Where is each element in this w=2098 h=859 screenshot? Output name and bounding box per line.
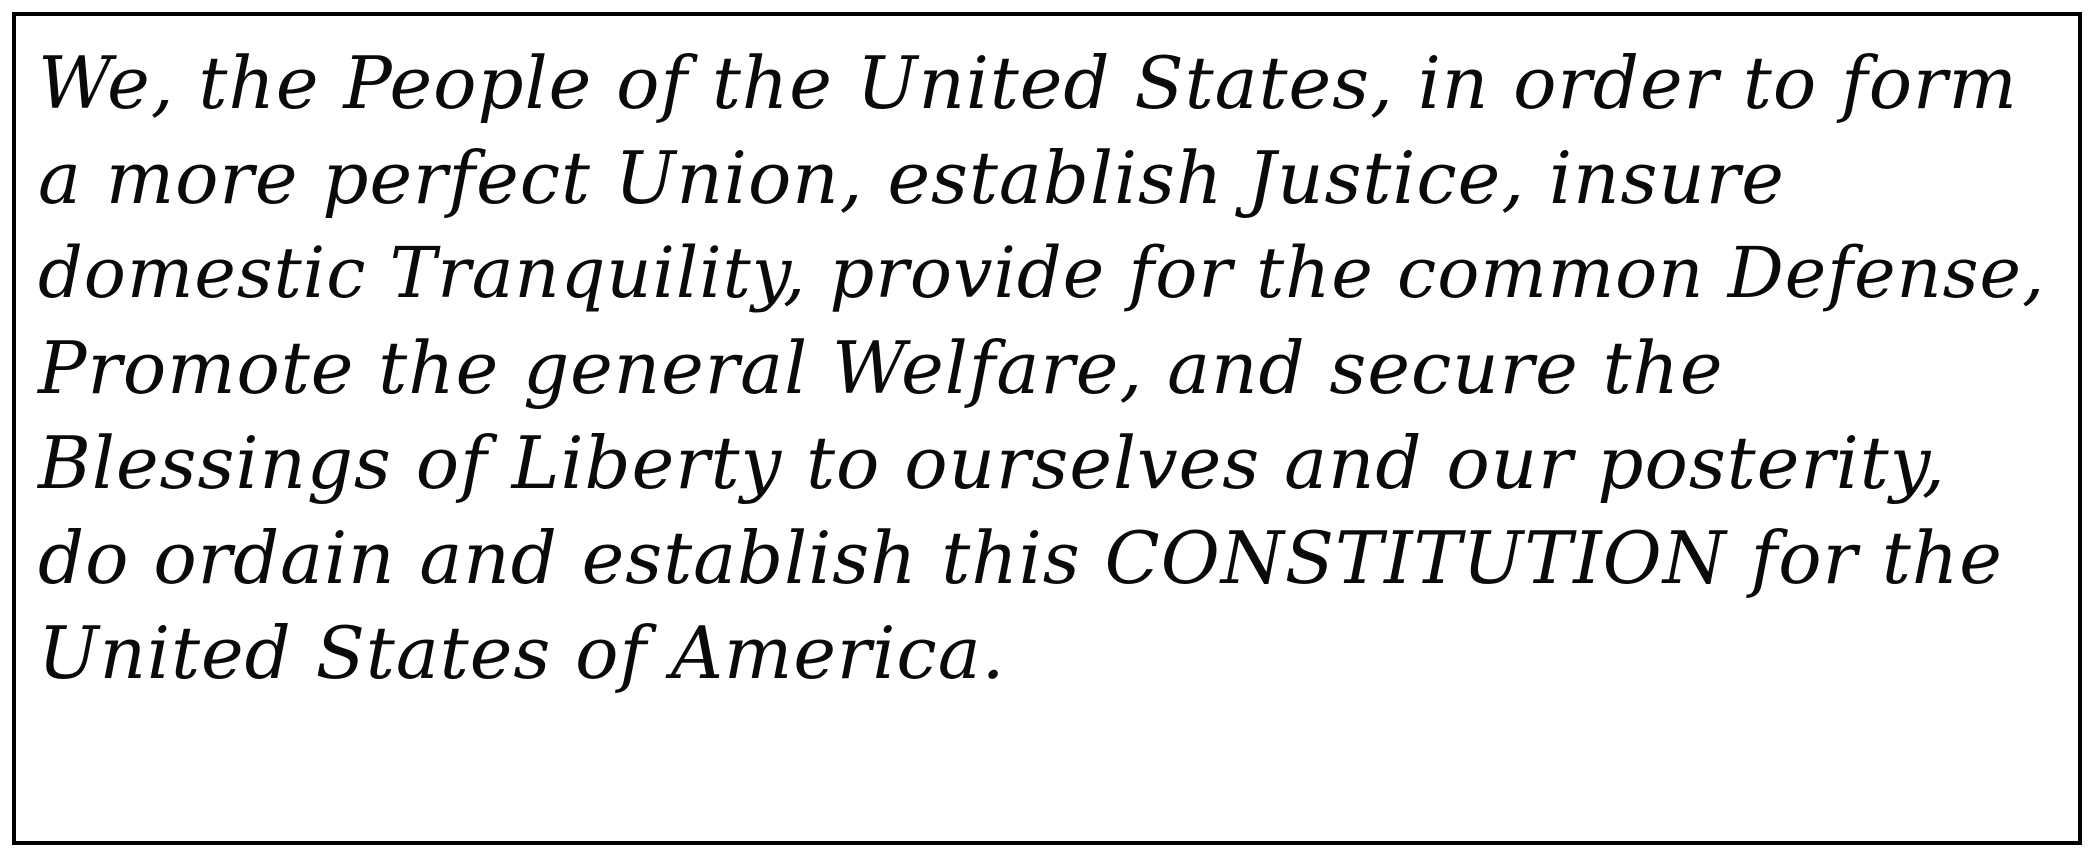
text-line-5: Blessings of Liberty to ourselves and our posterity, [38,421,1946,505]
document-border [12,12,2082,845]
text-line-6: do ordain and establish this CONSTITUTION for the [38,516,2003,600]
handwritten-text-block [38,36,2068,701]
text-line-4: Promote the general Welfare, and secure the [38,326,1724,410]
text-line-2: a more perfect Union, establish Justice, insure [38,136,1785,220]
text-line-7: United States of America. [38,611,1006,695]
text-line-1: We, the People of the United States, in order to form [38,41,2018,125]
text-line-3: domestic Tranquility, provide for the common Defense, [38,232,2046,314]
